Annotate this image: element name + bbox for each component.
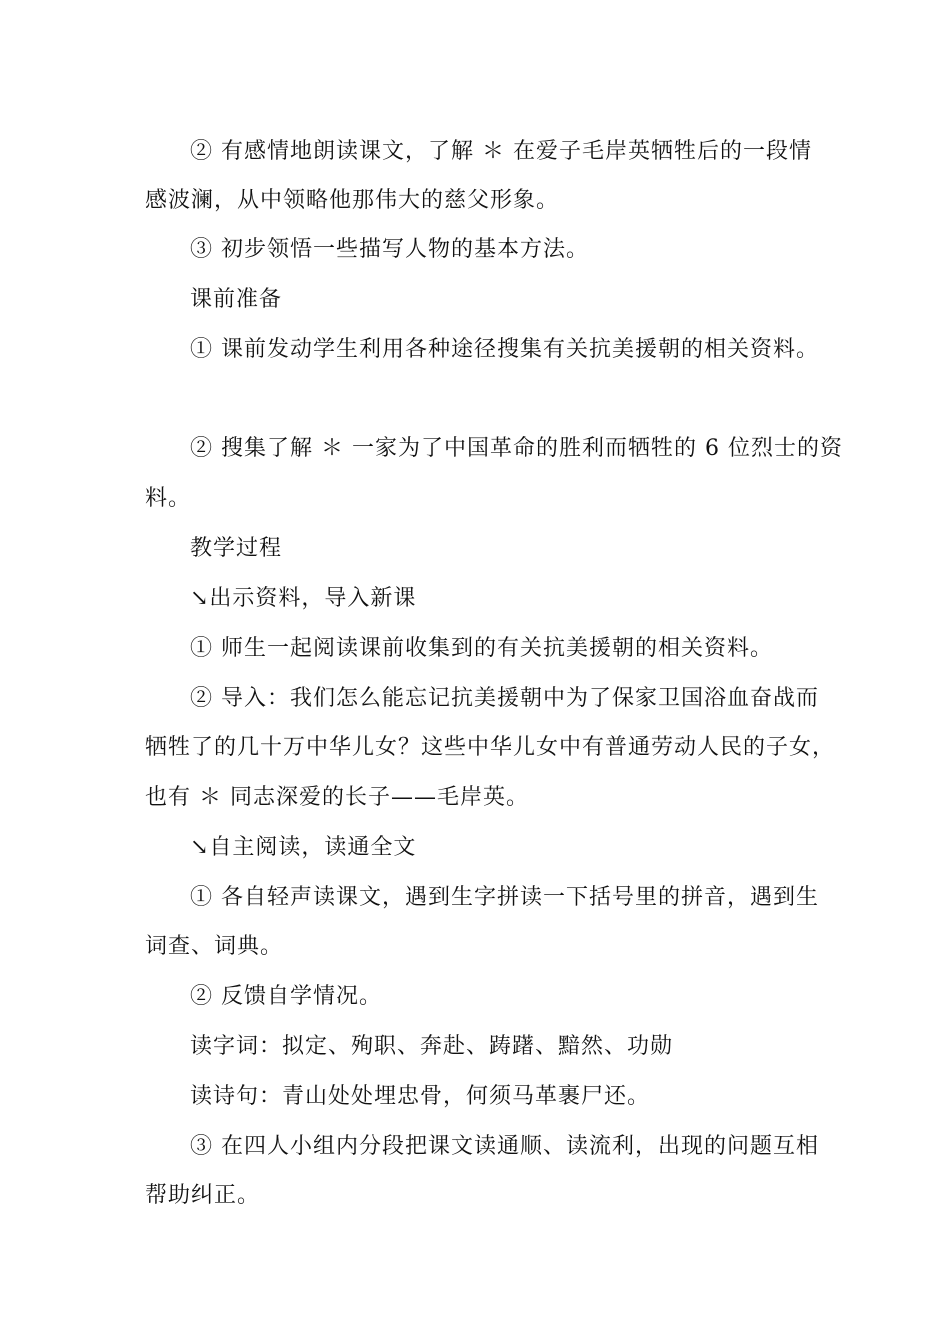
paragraph-line: 读字词：拟定、殉职、奔赴、踌躇、黯然、功勋: [190, 1034, 674, 1059]
subsection-heading: ↘出示资料，导入新课: [190, 586, 417, 611]
paragraph-line: ② 有感情地朗读课文，了解 ＊ 在爱子毛岸英牺牲后的一段情: [190, 139, 812, 164]
paragraph-line: ① 课前发动学生利用各种途径搜集有关抗美援朝的相关资料。: [190, 337, 819, 362]
paragraph-line: ② 反馈自学情况。: [190, 984, 382, 1009]
section-heading: 教学过程: [190, 536, 283, 561]
section-heading: 课前准备: [190, 287, 283, 312]
paragraph-line: 也有 ＊ 同志深爱的长子——毛岸英。: [145, 785, 529, 810]
paragraph-line: 料。: [145, 486, 192, 511]
paragraph-line: 帮助纠正。: [145, 1183, 261, 1208]
paragraph-line: 词查、词典。: [145, 934, 284, 959]
paragraph-line: ③ 初步领悟一些描写人物的基本方法。: [190, 237, 589, 262]
paragraph-line: ③ 在四人小组内分段把课文读通顺、读流利，出现的问题互相: [190, 1134, 819, 1159]
paragraph-line: ② 搜集了解 ＊ 一家为了中国革命的胜利而牺牲的 6 位烈士的资: [190, 436, 843, 461]
paragraph-line: ① 师生一起阅读课前收集到的有关抗美援朝的相关资料。: [190, 636, 773, 661]
paragraph-line: ① 各自轻声读课文，遇到生字拼读一下括号里的拼音，遇到生: [190, 885, 819, 910]
paragraph-line: 感波澜，从中领略他那伟大的慈父形象。: [145, 188, 560, 213]
subsection-heading: ↘自主阅读，读通全文: [190, 835, 417, 860]
paragraph-line: 读诗句：青山处处埋忠骨，何须马革裹尸还。: [190, 1084, 651, 1109]
paragraph-line: 牺牲了的几十万中华儿女？这些中华儿女中有普通劳动人民的子女，: [145, 735, 836, 760]
paragraph-line: ② 导入：我们怎么能忘记抗美援朝中为了保家卫国浴血奋战而: [190, 686, 819, 711]
